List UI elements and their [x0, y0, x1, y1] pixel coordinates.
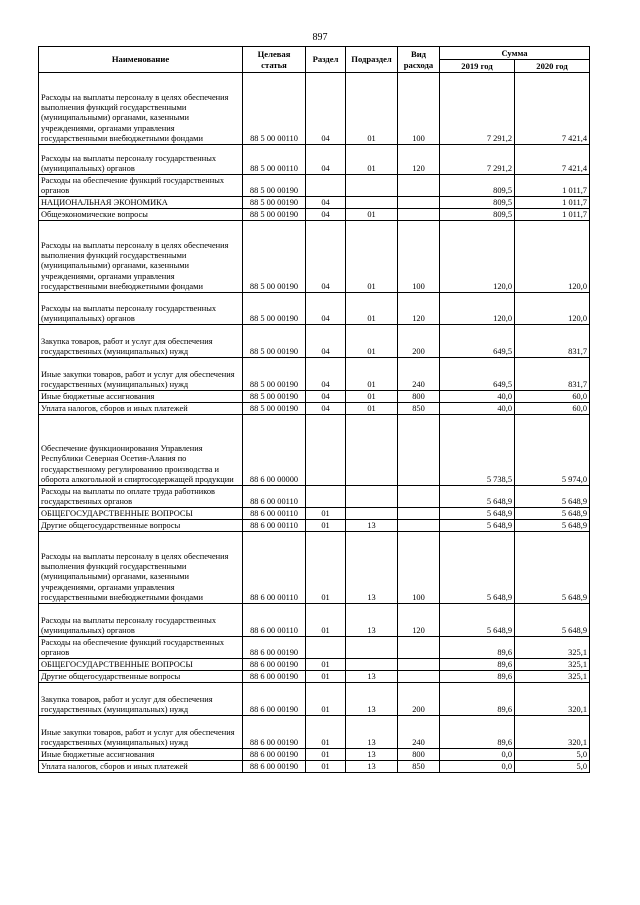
cell-expense-type: 120	[398, 145, 440, 175]
cell-name: Уплата налогов, сборов и иных платежей	[39, 761, 243, 773]
cell-name: Расходы на выплаты персоналу в целях обеспечения выполнения функций государственными (муниципальными) органами, казенными учреждениями, органами управления государственными внебюджетными фондами	[39, 73, 243, 145]
cell-sum-2019: 89,6	[440, 716, 515, 749]
cell-subsection: 13	[346, 683, 398, 716]
cell-target-article: 88 6 00 00190	[243, 671, 306, 683]
cell-sum-2020: 60,0	[515, 391, 590, 403]
cell-subsection: 01	[346, 358, 398, 391]
cell-sum-2019: 649,5	[440, 358, 515, 391]
table-body	[39, 73, 590, 773]
cell-name: Другие общегосударственные вопросы	[39, 671, 243, 683]
cell-subsection: 13	[346, 604, 398, 637]
cell-sum-2020: 120,0	[515, 293, 590, 325]
cell-sum-2020: 1 011,7	[515, 197, 590, 209]
cell-sum-2020: 320,1	[515, 683, 590, 716]
cell-target-article: 88 5 00 00190	[243, 221, 306, 293]
cell-sum-2019: 5 648,9	[440, 604, 515, 637]
cell-section	[306, 415, 346, 486]
header-year-2020: 2020 год	[515, 60, 590, 73]
table-row	[39, 761, 590, 773]
cell-sum-2019: 809,5	[440, 209, 515, 221]
cell-subsection: 01	[346, 209, 398, 221]
cell-subsection: 13	[346, 532, 398, 604]
cell-name: Закупка товаров, работ и услуг для обеспечения государственных (муниципальных) нужд	[39, 325, 243, 358]
cell-subsection	[346, 175, 398, 197]
cell-subsection: 01	[346, 293, 398, 325]
cell-expense-type	[398, 415, 440, 486]
cell-name: Обеспечение функционирования Управления Республики Северная Осетия-Алания по государственному регулированию производства и оборота алкогольной и спиртосодержащей продукции	[39, 415, 243, 486]
cell-sum-2019: 89,6	[440, 683, 515, 716]
cell-target-article: 88 6 00 00110	[243, 508, 306, 520]
table-row	[39, 659, 590, 671]
cell-subsection: 01	[346, 221, 398, 293]
table-row	[39, 716, 590, 749]
cell-section: 01	[306, 532, 346, 604]
cell-expense-type	[398, 508, 440, 520]
cell-sum-2019: 7 291,2	[440, 73, 515, 145]
cell-section: 01	[306, 520, 346, 532]
cell-target-article: 88 5 00 00110	[243, 73, 306, 145]
cell-subsection	[346, 508, 398, 520]
cell-sum-2020: 831,7	[515, 325, 590, 358]
cell-name: Расходы на выплаты персоналу государственных (муниципальных) органов	[39, 293, 243, 325]
cell-section	[306, 637, 346, 659]
cell-sum-2020: 325,1	[515, 671, 590, 683]
cell-expense-type: 120	[398, 293, 440, 325]
table-row	[39, 403, 590, 415]
cell-subsection	[346, 486, 398, 508]
cell-sum-2019: 40,0	[440, 391, 515, 403]
cell-subsection: 13	[346, 761, 398, 773]
cell-expense-type: 100	[398, 221, 440, 293]
cell-sum-2019: 5 648,9	[440, 508, 515, 520]
cell-target-article: 88 5 00 00190	[243, 403, 306, 415]
cell-sum-2020: 1 011,7	[515, 175, 590, 197]
cell-sum-2020: 5 648,9	[515, 532, 590, 604]
table-row	[39, 145, 590, 175]
cell-sum-2019: 5 648,9	[440, 520, 515, 532]
header-target: Целевая статья	[243, 47, 306, 73]
cell-subsection: 13	[346, 716, 398, 749]
cell-sum-2020: 5 974,0	[515, 415, 590, 486]
cell-sum-2020: 5,0	[515, 749, 590, 761]
cell-sum-2019: 5 648,9	[440, 486, 515, 508]
cell-section: 01	[306, 671, 346, 683]
page-number: 897	[312, 32, 328, 43]
cell-name: Расходы на выплаты по оплате труда работников государственных органов	[39, 486, 243, 508]
cell-target-article: 88 5 00 00190	[243, 325, 306, 358]
cell-subsection: 13	[346, 520, 398, 532]
cell-expense-type: 120	[398, 604, 440, 637]
cell-expense-type	[398, 659, 440, 671]
cell-sum-2019: 120,0	[440, 293, 515, 325]
cell-sum-2020: 120,0	[515, 221, 590, 293]
cell-section	[306, 486, 346, 508]
header-name: Наименование	[39, 47, 243, 73]
cell-expense-type	[398, 175, 440, 197]
cell-expense-type: 100	[398, 73, 440, 145]
cell-name: Иные бюджетные ассигнования	[39, 749, 243, 761]
cell-subsection: 13	[346, 671, 398, 683]
table-row	[39, 221, 590, 293]
cell-expense-type	[398, 671, 440, 683]
cell-section: 04	[306, 221, 346, 293]
cell-expense-type	[398, 520, 440, 532]
cell-section: 04	[306, 358, 346, 391]
cell-sum-2020: 60,0	[515, 403, 590, 415]
cell-section: 04	[306, 403, 346, 415]
cell-name: Иные закупки товаров, работ и услуг для обеспечения государственных (муниципальных) нужд	[39, 716, 243, 749]
table-row	[39, 683, 590, 716]
cell-expense-type	[398, 637, 440, 659]
cell-sum-2020: 5 648,9	[515, 520, 590, 532]
header-subsection: Подраздел	[346, 47, 398, 73]
cell-sum-2019: 649,5	[440, 325, 515, 358]
cell-name: Расходы на выплаты персоналу государственных (муниципальных) органов	[39, 604, 243, 637]
table-row	[39, 486, 590, 508]
cell-subsection	[346, 659, 398, 671]
cell-name: Другие общегосударственные вопросы	[39, 520, 243, 532]
cell-expense-type: 200	[398, 325, 440, 358]
cell-name: Расходы на выплаты персоналу в целях обеспечения выполнения функций государственными (муниципальными) органами, казенными учреждениями, органами управления государственными внебюджетными фондами	[39, 221, 243, 293]
cell-section: 01	[306, 508, 346, 520]
table-row	[39, 293, 590, 325]
cell-target-article: 88 6 00 00110	[243, 532, 306, 604]
cell-name: Закупка товаров, работ и услуг для обеспечения государственных (муниципальных) нужд	[39, 683, 243, 716]
cell-target-article: 88 5 00 00190	[243, 293, 306, 325]
cell-target-article: 88 5 00 00190	[243, 197, 306, 209]
cell-name: Общеэкономические вопросы	[39, 209, 243, 221]
cell-subsection: 01	[346, 325, 398, 358]
cell-section: 01	[306, 604, 346, 637]
header-section: Раздел	[306, 47, 346, 73]
cell-expense-type	[398, 486, 440, 508]
cell-sum-2019: 89,6	[440, 671, 515, 683]
cell-expense-type	[398, 209, 440, 221]
cell-section: 04	[306, 293, 346, 325]
cell-subsection	[346, 197, 398, 209]
cell-expense-type: 240	[398, 716, 440, 749]
cell-target-article: 88 6 00 00110	[243, 520, 306, 532]
cell-expense-type: 240	[398, 358, 440, 391]
cell-subsection: 01	[346, 73, 398, 145]
cell-expense-type: 800	[398, 749, 440, 761]
cell-sum-2020: 831,7	[515, 358, 590, 391]
cell-name: Уплата налогов, сборов и иных платежей	[39, 403, 243, 415]
table-row	[39, 209, 590, 221]
header-sum: Сумма	[440, 47, 590, 60]
cell-subsection	[346, 415, 398, 486]
cell-name: ОБЩЕГОСУДАРСТВЕННЫЕ ВОПРОСЫ	[39, 659, 243, 671]
header-expense-type: Вид расхода	[398, 47, 440, 73]
table-row	[39, 175, 590, 197]
cell-sum-2019: 40,0	[440, 403, 515, 415]
cell-sum-2019: 0,0	[440, 749, 515, 761]
cell-target-article: 88 6 00 00190	[243, 637, 306, 659]
cell-section: 04	[306, 209, 346, 221]
cell-section: 04	[306, 197, 346, 209]
cell-subsection: 01	[346, 145, 398, 175]
cell-sum-2020: 7 421,4	[515, 73, 590, 145]
cell-target-article: 88 5 00 00110	[243, 145, 306, 175]
table-row	[39, 391, 590, 403]
cell-subsection: 01	[346, 403, 398, 415]
table-row	[39, 508, 590, 520]
cell-target-article: 88 6 00 00110	[243, 604, 306, 637]
cell-target-article: 88 5 00 00190	[243, 209, 306, 221]
cell-sum-2020: 325,1	[515, 637, 590, 659]
cell-section: 04	[306, 325, 346, 358]
cell-section: 01	[306, 683, 346, 716]
cell-target-article: 88 5 00 00190	[243, 358, 306, 391]
cell-sum-2020: 5 648,9	[515, 486, 590, 508]
table-row	[39, 637, 590, 659]
cell-sum-2019: 120,0	[440, 221, 515, 293]
cell-sum-2020: 5,0	[515, 761, 590, 773]
cell-expense-type: 850	[398, 761, 440, 773]
cell-name: ОБЩЕГОСУДАРСТВЕННЫЕ ВОПРОСЫ	[39, 508, 243, 520]
table-row	[39, 671, 590, 683]
cell-expense-type: 200	[398, 683, 440, 716]
table-row	[39, 532, 590, 604]
cell-sum-2019: 7 291,2	[440, 145, 515, 175]
budget-table	[38, 46, 590, 773]
cell-section: 01	[306, 749, 346, 761]
cell-sum-2019: 89,6	[440, 659, 515, 671]
cell-sum-2019: 5 738,5	[440, 415, 515, 486]
cell-sum-2019: 0,0	[440, 761, 515, 773]
cell-sum-2020: 5 648,9	[515, 604, 590, 637]
table-row	[39, 358, 590, 391]
cell-sum-2020: 325,1	[515, 659, 590, 671]
table-row	[39, 520, 590, 532]
cell-name: Расходы на выплаты персоналу в целях обеспечения выполнения функций государственными (муниципальными) органами, казенными учреждениями, органами управления государственными внебюджетными фондами	[39, 532, 243, 604]
cell-sum-2020: 7 421,4	[515, 145, 590, 175]
cell-sum-2020: 1 011,7	[515, 209, 590, 221]
cell-section	[306, 175, 346, 197]
cell-target-article: 88 6 00 00000	[243, 415, 306, 486]
cell-sum-2019: 809,5	[440, 197, 515, 209]
cell-subsection: 13	[346, 749, 398, 761]
cell-sum-2020: 320,1	[515, 716, 590, 749]
table-row	[39, 73, 590, 145]
cell-section: 01	[306, 716, 346, 749]
cell-target-article: 88 6 00 00110	[243, 486, 306, 508]
cell-section: 04	[306, 145, 346, 175]
cell-section: 04	[306, 73, 346, 145]
cell-subsection: 01	[346, 391, 398, 403]
cell-sum-2019: 89,6	[440, 637, 515, 659]
cell-expense-type: 800	[398, 391, 440, 403]
table-row	[39, 197, 590, 209]
cell-target-article: 88 6 00 00190	[243, 716, 306, 749]
cell-target-article: 88 6 00 00190	[243, 683, 306, 716]
cell-sum-2020: 5 648,9	[515, 508, 590, 520]
cell-sum-2019: 809,5	[440, 175, 515, 197]
cell-expense-type	[398, 197, 440, 209]
cell-section: 01	[306, 659, 346, 671]
cell-name: Расходы на обеспечение функций государственных органов	[39, 637, 243, 659]
cell-name: Расходы на обеспечение функций государственных органов	[39, 175, 243, 197]
table-row	[39, 325, 590, 358]
cell-expense-type: 100	[398, 532, 440, 604]
cell-section: 01	[306, 761, 346, 773]
cell-target-article: 88 5 00 00190	[243, 175, 306, 197]
table-row	[39, 749, 590, 761]
cell-name: Расходы на выплаты персоналу государственных (муниципальных) органов	[39, 145, 243, 175]
cell-target-article: 88 6 00 00190	[243, 749, 306, 761]
table-row	[39, 415, 590, 486]
cell-target-article: 88 6 00 00190	[243, 761, 306, 773]
header-year-2019: 2019 год	[440, 60, 515, 73]
cell-target-article: 88 5 00 00190	[243, 391, 306, 403]
cell-section: 04	[306, 391, 346, 403]
cell-subsection	[346, 637, 398, 659]
table-row	[39, 604, 590, 637]
cell-target-article: 88 6 00 00190	[243, 659, 306, 671]
cell-name: Иные закупки товаров, работ и услуг для обеспечения государственных (муниципальных) нужд	[39, 358, 243, 391]
cell-expense-type: 850	[398, 403, 440, 415]
cell-name: НАЦИОНАЛЬНАЯ ЭКОНОМИКА	[39, 197, 243, 209]
cell-name: Иные бюджетные ассигнования	[39, 391, 243, 403]
cell-sum-2019: 5 648,9	[440, 532, 515, 604]
